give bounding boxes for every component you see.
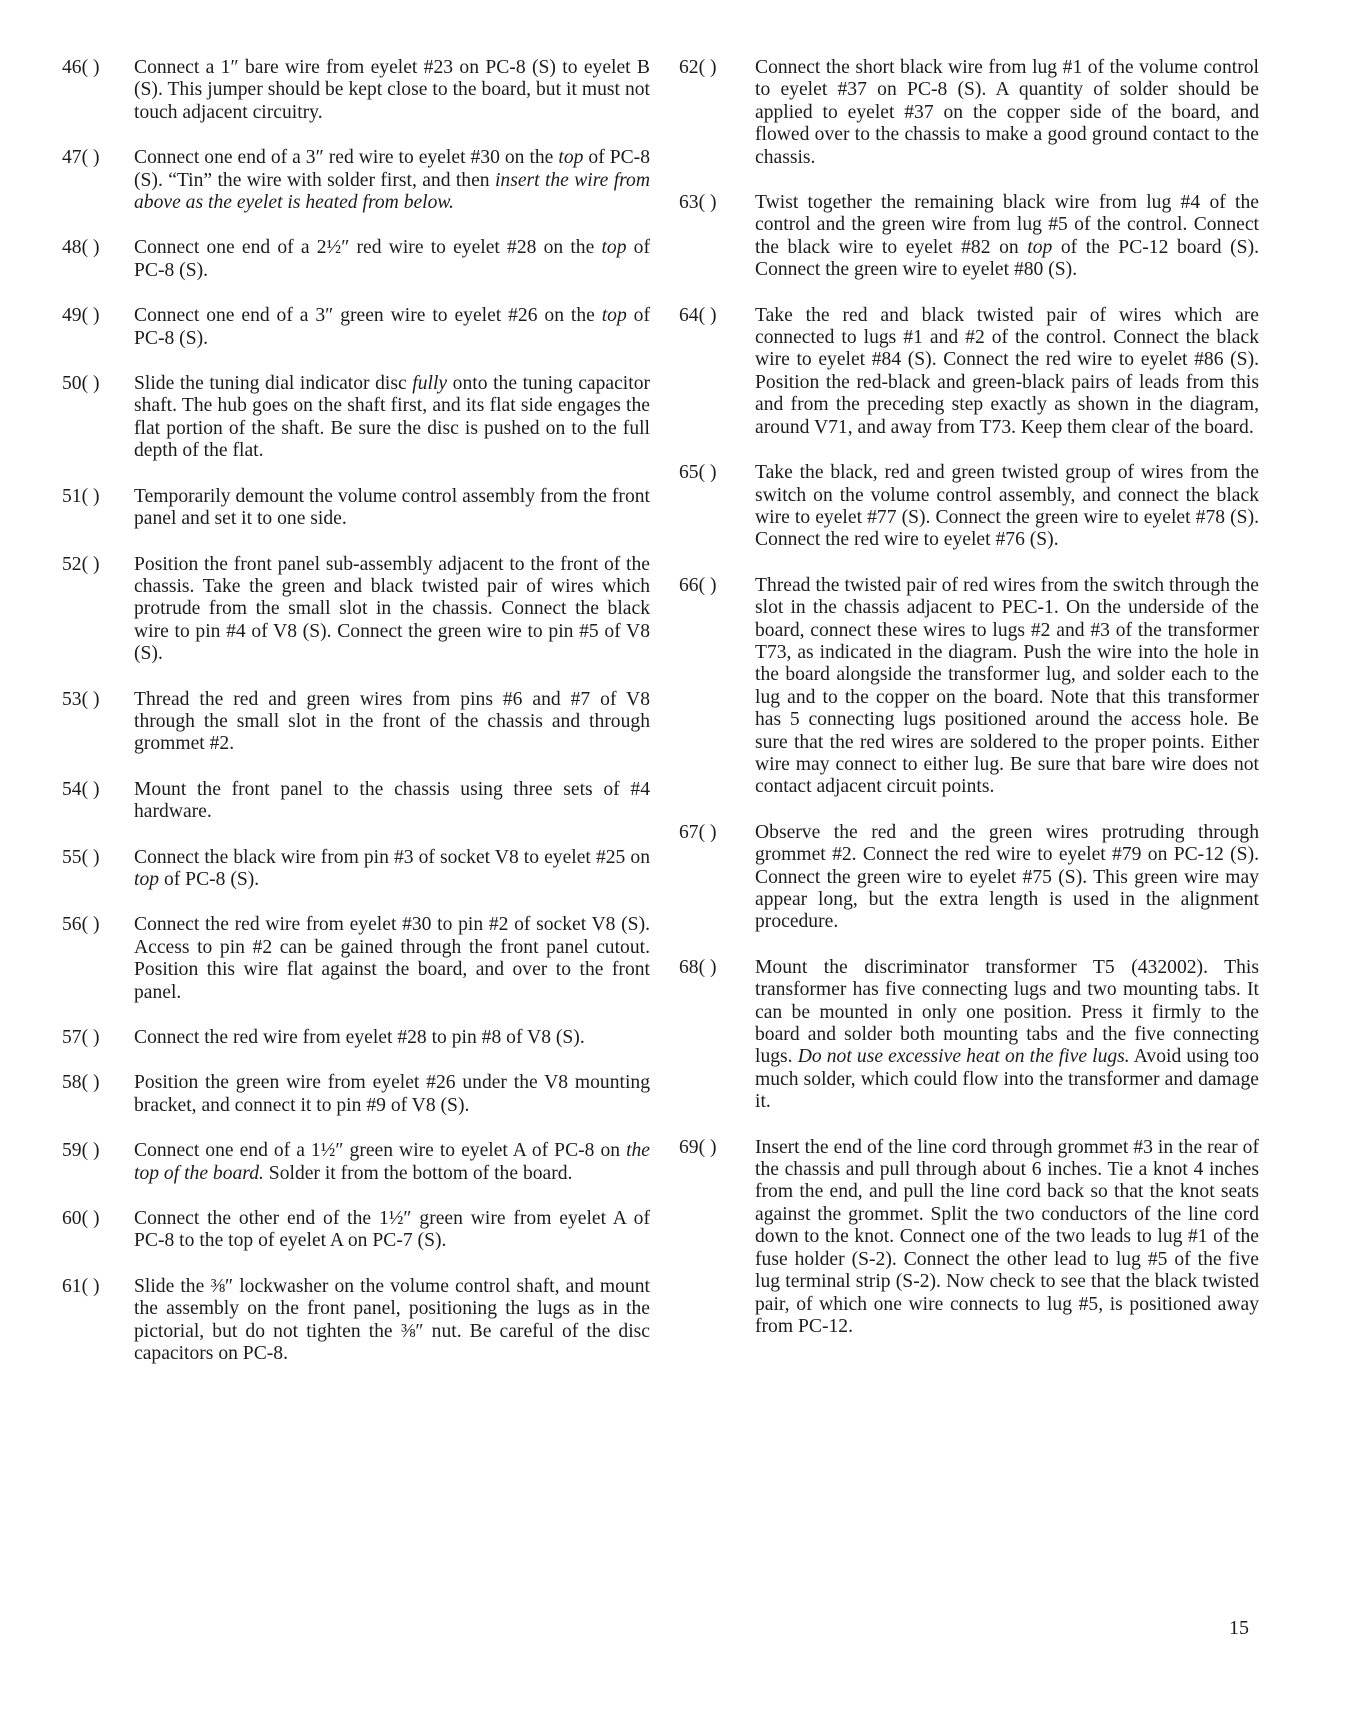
step-number: 53( ) bbox=[62, 688, 100, 710]
step-text-italic: top bbox=[601, 237, 627, 259]
step-text-segment: Position the green wire from eyelet #26 under the V8 mounting bracket, and connect it to pin #9 of V8 (S). bbox=[134, 1072, 650, 1116]
assembly-step bbox=[62, 1140, 650, 1185]
step-text-segment: of PC-8 (S). bbox=[134, 305, 650, 349]
step-text-segment: Temporarily demount the volume control assembly from the front panel and set it to one side. bbox=[134, 485, 650, 530]
step-text bbox=[134, 305, 650, 350]
step-number: 56( ) bbox=[62, 914, 100, 936]
assembly-step bbox=[62, 1276, 650, 1366]
step-text-segment: of PC-8 (S). “Tin” the wire with solder first, and then bbox=[134, 147, 650, 191]
step-text bbox=[134, 1027, 650, 1049]
assembly-step bbox=[679, 957, 1259, 1114]
step-number: 54( ) bbox=[62, 778, 100, 800]
step-text bbox=[755, 957, 1259, 1114]
step-text bbox=[755, 57, 1259, 169]
step-text bbox=[755, 192, 1259, 282]
step-text-segment: Slide the ⅜″ lockwasher on the volume control shaft, and mount the assembly on the front panel, positioning the lugs as in the pictorial, but do not tighten the ⅜″ nut. Be careful of the disc capacitors on PC-8. bbox=[134, 1275, 650, 1365]
step-number: 59( ) bbox=[62, 1140, 100, 1162]
step-number: 63( ) bbox=[679, 192, 717, 214]
step-text-segment: Connect one end of a 3″ green wire to eyelet #26 on the bbox=[134, 305, 602, 327]
step-number: 55( ) bbox=[62, 846, 100, 868]
step-text bbox=[755, 822, 1259, 934]
step-text-italic: top bbox=[1027, 236, 1053, 258]
step-number: 51( ) bbox=[62, 485, 100, 507]
step-text-segment: Mount the front panel to the chassis using three sets of #4 hardware. bbox=[134, 778, 650, 823]
step-number: 57( ) bbox=[62, 1027, 100, 1048]
step-text-segment: Thread the red and green wires from pins #6 and #7 of V8 through the small slot in the front of the chassis and through grommet #2. bbox=[134, 688, 650, 755]
assembly-step bbox=[62, 373, 650, 463]
step-number: 66( ) bbox=[679, 574, 717, 596]
step-text-italic: top bbox=[558, 147, 584, 169]
page-number: 15 bbox=[1229, 1617, 1249, 1639]
step-text-segment: Solder it from the bottom of the board. bbox=[263, 1162, 573, 1184]
step-text-segment: Avoid using too much solder, which could flow into the transformer and damage it. bbox=[755, 1046, 1259, 1113]
step-text-segment: Connect the red wire from eyelet #28 to pin #8 of V8 (S). bbox=[134, 1027, 585, 1048]
assembly-step bbox=[62, 57, 650, 124]
right-column bbox=[679, 57, 1259, 1361]
step-text-italic: Do not use excessive heat on the five lugs. bbox=[797, 1046, 1130, 1068]
assembly-step bbox=[62, 237, 650, 282]
assembly-step bbox=[62, 914, 650, 1004]
assembly-step bbox=[679, 192, 1259, 282]
step-text bbox=[755, 1137, 1259, 1339]
step-number: 62( ) bbox=[679, 57, 717, 78]
step-text-italic: top bbox=[601, 305, 627, 327]
assembly-step bbox=[679, 822, 1259, 934]
assembly-step bbox=[679, 575, 1259, 799]
step-text bbox=[134, 914, 650, 1004]
step-text bbox=[134, 1072, 650, 1117]
assembly-step bbox=[679, 1137, 1259, 1339]
step-text bbox=[134, 1208, 650, 1253]
step-text bbox=[134, 1276, 650, 1366]
step-text bbox=[134, 486, 650, 531]
step-number: 67( ) bbox=[679, 821, 717, 843]
step-text bbox=[134, 779, 650, 824]
assembly-step bbox=[62, 486, 650, 531]
step-number: 68( ) bbox=[679, 956, 717, 978]
assembly-step bbox=[679, 57, 1259, 169]
assembly-step bbox=[62, 1208, 650, 1253]
step-number: 65( ) bbox=[679, 462, 717, 484]
step-text-segment: Take the red and black twisted pair of wires which are connected to lugs #1 and #2 of the control. Connect the black wire to eyelet #84 (S). Connect the red wire to eyelet #86 (S). Position the red-black and green-black pairs of leads from this and from the preceding step exactly as shown in the diagram, around V71, and away from T73. Keep them clear of the board. bbox=[755, 304, 1259, 438]
step-text-segment: Connect the other end of the 1½″ green wire from eyelet A of PC-8 to the top of eyelet A on PC-7 (S). bbox=[134, 1208, 650, 1252]
step-text-italic: fully bbox=[412, 373, 448, 395]
step-number: 46( ) bbox=[62, 57, 100, 78]
step-text bbox=[134, 57, 650, 124]
step-text-segment: Position the front panel sub-assembly adjacent to the front of the chassis. Take the green and black twisted pair of wires which protrude from the small slot in the chassis. Connect the black wire to pin #4 of V8 (S). Connect the green wire to pin #5 of V8 (S). bbox=[134, 553, 650, 665]
step-number: 69( ) bbox=[679, 1136, 717, 1158]
step-text-segment: onto the tuning capacitor shaft. The hub goes on the shaft first, and its flat side engages the flat portion of the shaft. Be sure the disc is pushed on to the full depth of the flat. bbox=[134, 373, 651, 462]
step-text bbox=[134, 847, 650, 892]
assembly-step bbox=[62, 305, 650, 350]
assembly-step bbox=[62, 779, 650, 824]
step-text-segment: Mount the discriminator transformer T5 (432002). This transformer has five connecting lugs and two mounting tabs. It can be mounted in only one position. Press it firmly to the board and solder both mounting tabs and the five connecting lugs. bbox=[755, 956, 1259, 1068]
step-text bbox=[134, 237, 650, 282]
step-text-segment: Twist together the remaining black wire from lug #4 of the control and the green wire from lug #5 of the control. Connect the black wire to eyelet #82 on bbox=[755, 192, 1259, 258]
step-text-italic: insert the wire from above as the eyelet is heated from below. bbox=[134, 169, 650, 214]
step-text-segment: Connect one end of a 1½″ green wire to eyelet A of PC-8 on bbox=[134, 1140, 627, 1162]
step-text bbox=[755, 462, 1259, 552]
step-number: 50( ) bbox=[62, 373, 100, 395]
assembly-step bbox=[679, 462, 1259, 552]
step-text-segment: of the PC-12 board (S). Connect the green wire to eyelet #80 (S). bbox=[755, 236, 1259, 281]
step-number: 58( ) bbox=[62, 1072, 100, 1094]
step-number: 48( ) bbox=[62, 237, 100, 259]
assembly-step bbox=[62, 1027, 650, 1049]
step-text-segment: Connect a 1″ bare wire from eyelet #23 on PC-8 (S) to eyelet B (S). This jumper should be kept close to the board, but it must not touch adjacent circuitry. bbox=[134, 57, 650, 123]
assembly-step bbox=[62, 1072, 650, 1117]
assembly-step bbox=[62, 847, 650, 892]
step-number: 52( ) bbox=[62, 553, 100, 575]
step-text-segment: of PC-8 (S). bbox=[134, 237, 650, 281]
assembly-step bbox=[62, 147, 650, 214]
step-text-segment: Connect one end of a 3″ red wire to eyelet #30 on the bbox=[134, 147, 559, 169]
step-text-segment: Observe the red and the green wires protruding through grommet #2. Connect the red wire to eyelet #79 on PC-12 (S). Connect the green wire to eyelet #75 (S). This green wire may appear long, but the extra length is used in the alignment procedure. bbox=[755, 821, 1259, 933]
left-column bbox=[62, 57, 650, 1388]
assembly-step bbox=[62, 554, 650, 666]
step-text bbox=[134, 147, 650, 214]
step-text-segment: Connect the black wire from pin #3 of socket V8 to eyelet #25 on bbox=[134, 846, 650, 868]
step-text bbox=[755, 575, 1259, 799]
step-text bbox=[755, 305, 1259, 439]
step-text-italic: top bbox=[134, 868, 160, 890]
assembly-step bbox=[679, 305, 1259, 439]
step-text bbox=[134, 373, 650, 463]
step-text bbox=[134, 689, 650, 756]
step-text-segment: Connect the red wire from eyelet #30 to pin #2 of socket V8 (S). Access to pin #2 can be gained through the front panel cutout. Position this wire flat against the board, and over to the front panel. bbox=[134, 914, 650, 1003]
step-text-segment: Insert the end of the line cord through grommet #3 in the rear of the chassis and pull through about 6 inches. Tie a knot 4 inches from the end, and pull the line cord back so that the knot seats against the grommet. Split the two conductors of the line cord down to the knot. Connect one of the two leads to lug #1 of the fuse holder (S-2). Connect the other lead to lug #5 of the five lug terminal strip (S-2). Now check to see that the black twisted pair, of which one wire connects to lug #5, is positioned away from PC-12. bbox=[755, 1136, 1259, 1337]
step-number: 64( ) bbox=[679, 304, 717, 326]
step-text-italic: the top of the board. bbox=[134, 1140, 650, 1184]
step-number: 60( ) bbox=[62, 1208, 100, 1230]
step-text-segment: Slide the tuning dial indicator disc bbox=[134, 373, 413, 395]
step-text-segment: Take the black, red and green twisted group of wires from the switch on the volume control assembly, and connect the black wire to eyelet #77 (S). Connect the green wire to eyelet #78 (S). Connect the red wire to eyelet #76 (S). bbox=[755, 462, 1259, 551]
step-number: 47( ) bbox=[62, 147, 100, 169]
step-text bbox=[134, 554, 650, 666]
step-text-segment: Connect the short black wire from lug #1 of the volume control to eyelet #37 on PC-8 (S). A quantity of solder should be applied to eyelet #37 on the copper side of the board, and flowed over to the chassis to make a good ground contact to the chassis. bbox=[755, 57, 1259, 168]
assembly-step bbox=[62, 689, 650, 756]
step-text-segment: Connect one end of a 2½″ red wire to eyelet #28 on the bbox=[134, 237, 602, 259]
step-text-segment: of PC-8 (S). bbox=[159, 868, 260, 890]
step-number: 49( ) bbox=[62, 305, 100, 327]
step-text-segment: Thread the twisted pair of red wires from the switch through the slot in the chassis adjacent to PEC-1. On the underside of the board, connect these wires to lugs #2 and #3 of the transformer T73, as indicated in the diagram. Push the wire into the hole in the board alongside the transformer lug, and solder each to the lug and to the copper on the board. Note that this transformer has 5 connecting lugs positioned around the access hole. Be sure that the red wires are soldered to the proper points. Either wire may connect to either lug. Be sure that bare wire does not contact adjacent circuit points. bbox=[755, 574, 1259, 798]
step-text bbox=[134, 1140, 650, 1185]
step-number: 61( ) bbox=[62, 1275, 100, 1297]
